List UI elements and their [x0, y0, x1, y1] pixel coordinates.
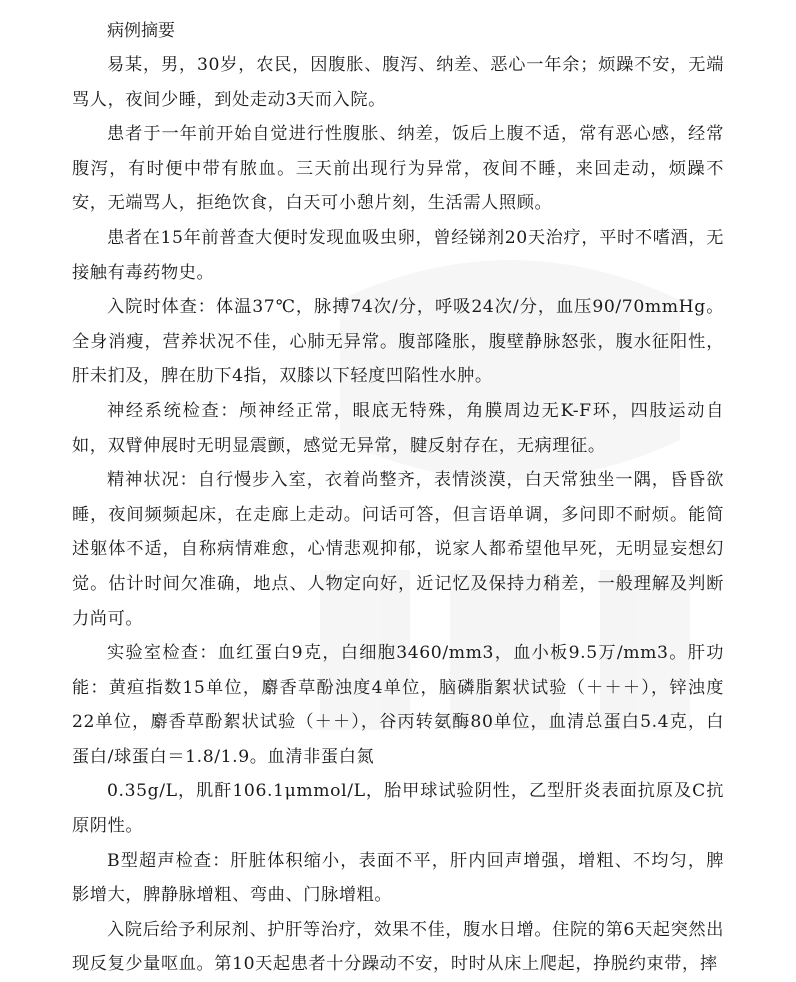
paragraph-lab-tests-cont: 0.35g/L，肌酐106.1μmmol/L，胎甲球试验阴性，乙型肝炎表面抗原及C抗原阴性。: [72, 781, 724, 837]
paragraph-patient-info: 易某，男，30岁，农民，因腹胀、腹泻、纳差、恶心一年余；烦躁不安，无端骂人，夜间少睡，到处走动3天而入院。: [72, 55, 724, 110]
paragraph-history: 患者于一年前开始自觉进行性腹胀、纳差，饭后上腹不适，常有恶心感，经常腹泻，有时便中带有脓血。三天前出现行为异常，夜间不睡，来回走动，烦躁不安，无端骂人，拒绝饮食，白天可小憩片刻，生活需人照顾。: [72, 124, 724, 214]
paragraph-physical-exam: 入院时体查：体温37℃，脉搏74次/分，呼吸24次/分，血压90/70mmHg。全身消瘦，营养状况不佳，心肺无异常。腹部隆胀，腹壁静脉怒张，腹水征阳性，肝未扪及，脾在肋下4指，双膝以下轻度凹陷性水肿。: [72, 297, 724, 387]
case-summary-heading: 病例摘要: [107, 21, 175, 41]
paragraph-mental-status: 精神状况：自行慢步入室，衣着尚整齐，表情淡漠，白天常独坐一隅，昏昏欲睡，夜间频频起床，在走廊上走动。问话可答，但言语单调，多问即不耐烦。能简述躯体不适，自称病情难愈，心情悲观抑郁，说家人都希望他早死，无明显妄想幻觉。估计时间欠准确，地点、人物定向好，近记忆及保持力稍差，一般理解及判断力尚可。: [72, 470, 724, 629]
paragraph-neuro-exam: 神经系统检查：颅神经正常，眼底无特殊，角膜周边无K-F环，四肢运动自如，双臂伸展时无明显震颤，感觉无异常，腱反射存在，无病理征。: [72, 400, 724, 456]
paragraph-ultrasound: B型超声检查：肝脏体积缩小，表面不平，肝内回声增强，增粗、不均匀，脾影增大，脾静脉增粗、弯曲、门脉增粗。: [72, 850, 724, 906]
paragraph-past-history: 患者在15年前普查大便时发现血吸虫卵，曾经锑剂20天治疗，平时不嗜酒，无接触有毒药物史。: [72, 227, 724, 283]
paragraph-lab-tests: 实验室检查：血红蛋白9克，白细胞3460/mm3，血小板9.5万/mm3。肝功能：黄疸指数15单位，麝香草酚浊度4单位，脑磷脂絮状试验（＋＋＋），锌浊度22单位，麝香草酚絮状试验（＋＋），谷丙转氨酶80单位，血清总蛋白5.4克，白蛋白/球蛋白＝1.8/1.9。血清非蛋白氮: [72, 643, 724, 767]
paragraph-hospital-course: 入院后给予利尿剂、护肝等治疗，效果不佳，腹水日增。住院的第6天起突然出现反复少量呕血。第10天起患者十分躁动不安，时时从床上爬起，挣脱约束带，摔: [72, 919, 724, 975]
document-body: [72, 14, 724, 982]
